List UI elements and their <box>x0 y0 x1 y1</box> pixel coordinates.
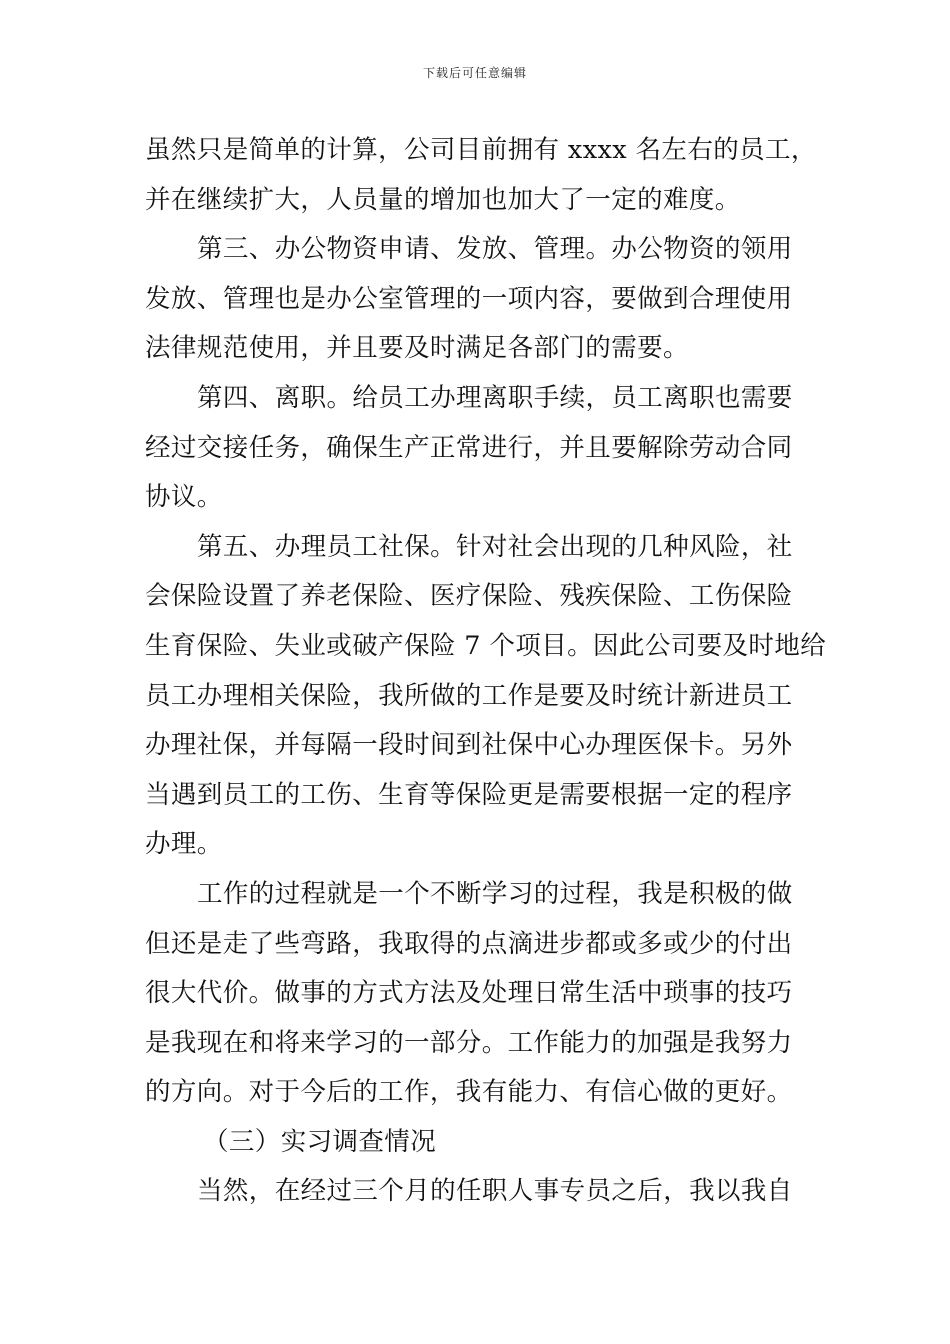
text-line: 很大代价。做事的方式方法及处理日常生活中琐事的技巧 <box>145 978 793 1009</box>
text-line: 办理社保，并每隔一段时间到社保中心办理医保卡。另外 <box>145 730 793 761</box>
text-line: 会保险设置了养老保险、医疗保险、残疾保险、工伤保险 <box>145 581 793 612</box>
document-body <box>145 126 827 1217</box>
text-line: 发放、管理也是办公室管理的一项内容，要做到合理使用 <box>145 283 793 314</box>
text-line: 第五、办理员工社保。针对社会出现的几种风险，社 <box>197 531 793 562</box>
text-line: 的方向。对于今后的工作，我有能力、有信心做的更好。 <box>145 1077 793 1108</box>
text-line: 生育保险、失业或破产保险 7 个项目。因此公司要及时地给 <box>145 630 827 661</box>
text-line: 协议。 <box>145 482 223 513</box>
text-line: 办理。 <box>145 829 223 860</box>
text-line: 但还是走了些弯路，我取得的点滴进步都或多或少的付出 <box>145 928 793 959</box>
text-line: 工作的过程就是一个不断学习的过程，我是积极的做 <box>197 878 793 909</box>
text-line: 经过交接任务，确保生产正常进行，并且要解除劳动合同 <box>145 432 793 463</box>
text-line: 当然，在经过三个月的任职人事专员之后，我以我自 <box>197 1176 793 1207</box>
text-line: 第四、离职。给员工办理离职手续，员工离职也需要 <box>197 382 793 413</box>
section-heading: （三）实习调查情况 <box>203 1126 437 1157</box>
text-line: 法律规范使用，并且要及时满足各部门的需要。 <box>145 333 689 364</box>
text-line: 第三、办公物资申请、发放、管理。办公物资的领用 <box>197 234 793 265</box>
page-header-note: 下载后可任意编辑 <box>422 66 527 80</box>
text-line: 是我现在和将来学习的一部分。工作能力的加强是我努力 <box>145 1027 793 1058</box>
text-line: 当遇到员工的工伤、生育等保险更是需要根据一定的程序 <box>145 779 793 810</box>
text-line: 并在继续扩大，人员量的增加也加大了一定的难度。 <box>145 184 741 215</box>
text-line: 员工办理相关保险，我所做的工作是要及时统计新进员工 <box>145 680 793 711</box>
text-line: 虽然只是简单的计算，公司目前拥有 xxxx 名左右的员工， <box>145 135 817 165</box>
